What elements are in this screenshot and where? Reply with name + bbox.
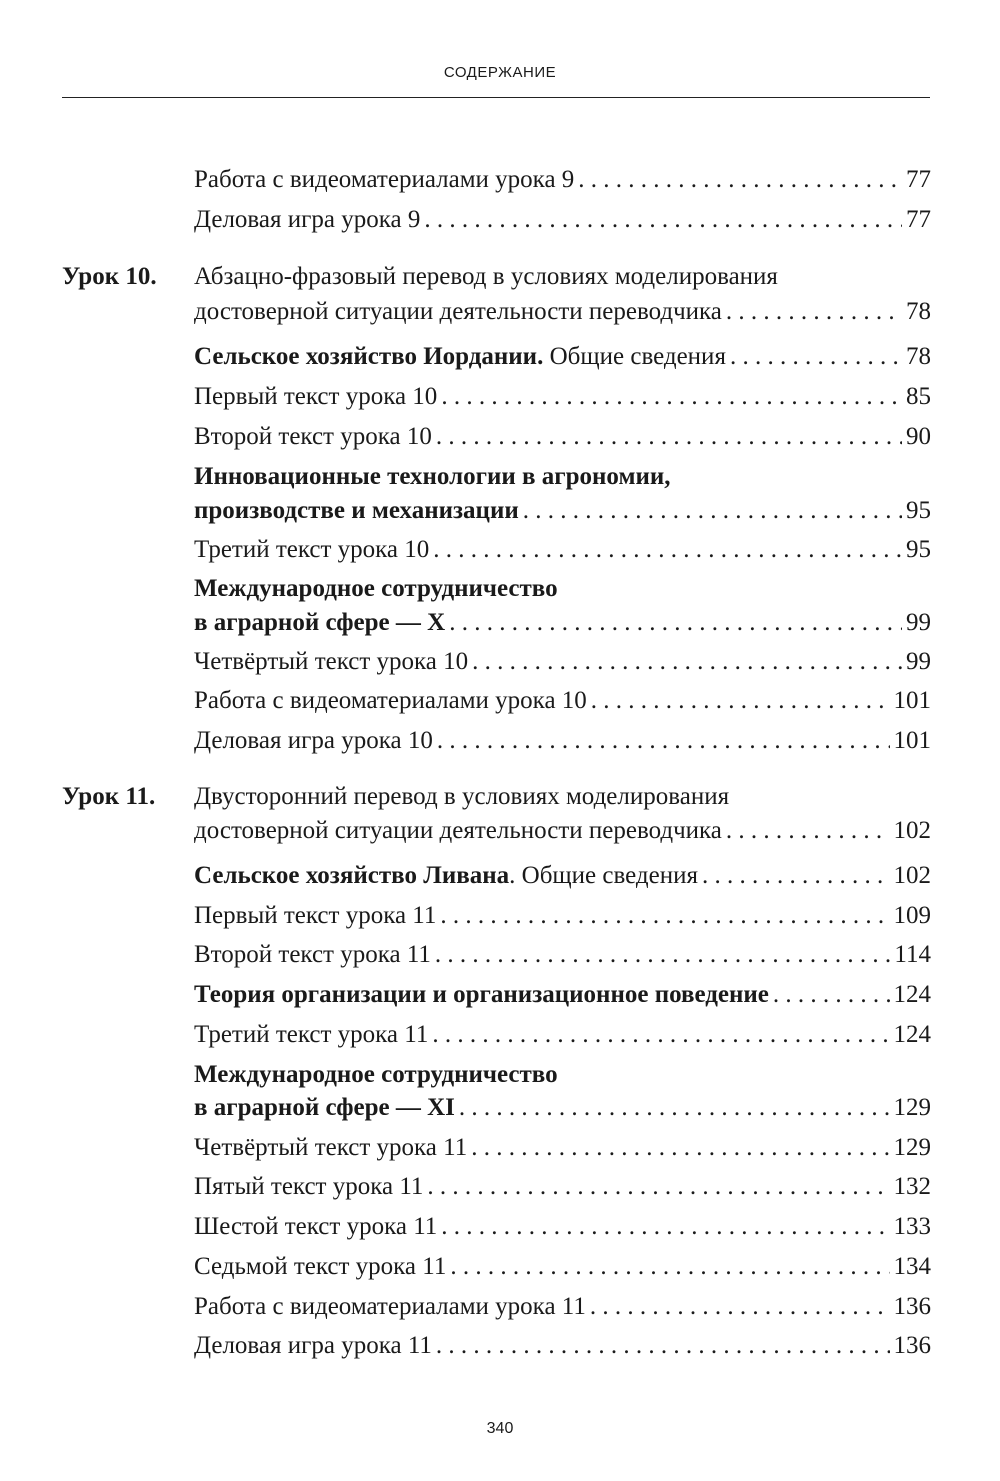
toc-entry[interactable] xyxy=(194,530,931,570)
toc-entry[interactable] xyxy=(194,721,931,761)
toc-entry-title: Работа с видеоматериалами урока 9 xyxy=(194,166,575,193)
dot-leader xyxy=(437,721,890,761)
dot-leader xyxy=(435,935,891,975)
toc-page-number: 102 xyxy=(893,862,931,889)
toc-entry-title: Шестой текст урока 11 xyxy=(194,1213,438,1240)
dot-leader xyxy=(523,491,902,531)
toc-page-number: 134 xyxy=(893,1253,931,1280)
dot-leader xyxy=(436,417,902,457)
toc-page-number: 99 xyxy=(906,609,931,636)
header-rule xyxy=(62,97,930,98)
toc-entry[interactable] xyxy=(194,160,931,200)
dot-leader xyxy=(433,530,902,570)
toc-entry[interactable] xyxy=(194,377,931,417)
toc-entry[interactable] xyxy=(194,1247,931,1287)
toc-entry[interactable] xyxy=(194,292,931,332)
dot-leader xyxy=(471,1128,889,1168)
toc-entry[interactable] xyxy=(194,1167,931,1207)
toc-entry-title: Седьмой текст урока 11 xyxy=(194,1253,447,1280)
toc-entry-title: Третий текст урока 10 xyxy=(194,536,430,563)
dot-leader xyxy=(432,1015,889,1055)
toc-entry-title: в аграрной сфере — X xyxy=(194,609,446,636)
toc-entry-title-line[interactable]: Международное сотрудничество xyxy=(194,575,558,602)
toc-entry-title: Пятый текст урока 11 xyxy=(194,1173,424,1200)
toc-entry[interactable] xyxy=(194,856,931,896)
lesson-title-line[interactable]: Абзацно-фразовый перевод в условиях моделирования xyxy=(194,263,778,290)
toc-entry-title: достоверной ситуации деятельности переводчика xyxy=(194,298,722,325)
toc-entry[interactable] xyxy=(194,935,931,975)
lesson-label: Урок 10. xyxy=(62,263,157,290)
toc-page-number: 85 xyxy=(906,383,931,410)
toc-page-number: 101 xyxy=(893,727,931,754)
toc-page-number: 109 xyxy=(893,902,931,929)
toc-page-number: 124 xyxy=(893,1021,931,1048)
toc-page-number: 136 xyxy=(893,1293,931,1320)
toc-page-number: 101 xyxy=(893,687,931,714)
toc-page-number: 132 xyxy=(893,1173,931,1200)
toc-entry-rest: . Общие сведения xyxy=(509,862,698,889)
toc-entry[interactable] xyxy=(194,811,931,851)
toc-page-number: 129 xyxy=(893,1094,931,1121)
toc-entry[interactable] xyxy=(194,896,931,936)
toc-page-number: 95 xyxy=(906,497,931,524)
dot-leader xyxy=(440,896,889,936)
lesson-label: Урок 11. xyxy=(62,783,156,810)
toc-entry[interactable] xyxy=(194,1326,931,1366)
toc-page-number: 133 xyxy=(893,1213,931,1240)
toc-page-number: 129 xyxy=(893,1134,931,1161)
toc-entry[interactable] xyxy=(194,200,931,240)
toc-entry-title: достоверной ситуации деятельности переводчика xyxy=(194,817,722,844)
toc-entry-title: Первый текст урока 11 xyxy=(194,902,437,929)
toc-entry-title: производстве и механизации xyxy=(194,497,519,524)
toc-entry[interactable] xyxy=(194,1287,931,1327)
toc-entry[interactable] xyxy=(194,1015,931,1055)
toc-entry[interactable] xyxy=(194,603,931,643)
toc-entry-title: Третий текст урока 11 xyxy=(194,1021,429,1048)
toc-entry-title: Четвёртый текст урока 10 xyxy=(194,648,469,675)
toc-entry-title: в аграрной сфере — XI xyxy=(194,1094,455,1121)
toc-page-number: 136 xyxy=(893,1332,931,1359)
toc-page-number: 99 xyxy=(906,648,931,675)
toc-entry-bold: Сельское хозяйство Ливана xyxy=(194,862,510,889)
toc-entry-rest: Общие сведения xyxy=(543,343,726,370)
toc-page-number: 78 xyxy=(906,343,931,370)
dot-leader xyxy=(578,160,902,200)
dot-leader xyxy=(702,856,890,896)
page-number: 340 xyxy=(486,1420,514,1437)
dot-leader xyxy=(472,642,902,682)
dot-leader xyxy=(450,1247,889,1287)
toc-entry-title-line[interactable]: Международное сотрудничество xyxy=(194,1061,558,1088)
toc-entry-title: Деловая игра урока 11 xyxy=(194,1332,432,1359)
toc-page-number: 114 xyxy=(894,941,931,968)
toc-entry[interactable] xyxy=(194,975,931,1015)
toc-entry[interactable] xyxy=(194,1128,931,1168)
dot-leader xyxy=(427,1167,889,1207)
dot-leader xyxy=(424,200,902,240)
toc-entry[interactable] xyxy=(194,491,931,531)
toc-page-number: 95 xyxy=(906,536,931,563)
dot-leader xyxy=(590,1287,890,1327)
toc-page-number: 90 xyxy=(906,423,931,450)
toc-entry-bold: Сельское хозяйство Иордании. xyxy=(194,343,544,370)
toc-entry-title: Деловая игра урока 9 xyxy=(194,206,421,233)
toc-page-number: 78 xyxy=(906,298,931,325)
toc-entry[interactable] xyxy=(194,1207,931,1247)
toc-entry-title: Работа с видеоматериалами урока 11 xyxy=(194,1293,586,1320)
dot-leader xyxy=(436,1326,890,1366)
toc-entry[interactable] xyxy=(194,681,931,721)
toc-entry[interactable] xyxy=(194,417,931,457)
dot-leader xyxy=(449,603,902,643)
dot-leader xyxy=(459,1088,890,1128)
dot-leader xyxy=(730,337,902,377)
toc-entry-title: Работа с видеоматериалами урока 10 xyxy=(194,687,587,714)
toc-entry-title: Деловая игра урока 10 xyxy=(194,727,433,754)
toc-entry-title-line[interactable]: Инновационные технологии в агрономии, xyxy=(194,463,671,490)
toc-entry-title: Второй текст урока 10 xyxy=(194,423,432,450)
toc-entry-title xyxy=(194,856,698,896)
toc-page-number: 77 xyxy=(906,206,931,233)
toc-entry-title: Четвёртый текст урока 11 xyxy=(194,1134,468,1161)
toc-entry-title: Теория организации и организационное поведение xyxy=(194,981,769,1008)
dot-leader xyxy=(726,292,902,332)
toc-entry[interactable] xyxy=(194,337,931,377)
dot-leader xyxy=(773,975,890,1015)
toc-page-number: 102 xyxy=(893,817,931,844)
toc-page-number: 77 xyxy=(906,166,931,193)
toc-entry[interactable] xyxy=(194,642,931,682)
toc-entry-title: Первый текст урока 10 xyxy=(194,383,438,410)
toc-entry-title xyxy=(194,337,726,377)
dot-leader xyxy=(726,811,890,851)
toc-entry-title: Второй текст урока 11 xyxy=(194,941,431,968)
lesson-title-line[interactable]: Двусторонний перевод в условиях моделирования xyxy=(194,783,730,810)
running-head: СОДЕРЖАНИЕ xyxy=(443,64,557,81)
dot-leader xyxy=(441,377,902,417)
toc-entry[interactable] xyxy=(194,1088,931,1128)
toc-page-number: 124 xyxy=(893,981,931,1008)
dot-leader xyxy=(441,1207,889,1247)
dot-leader xyxy=(591,681,890,721)
